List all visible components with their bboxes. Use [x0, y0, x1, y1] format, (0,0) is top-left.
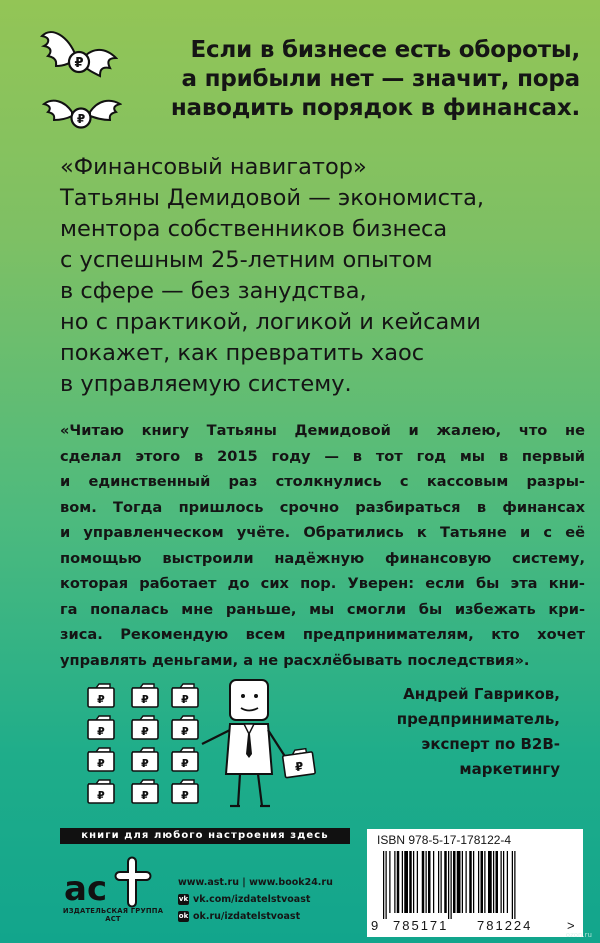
quote-line: вом. Тогда пришлось срочно разбираться в финансах	[60, 498, 585, 516]
headline-line: Если в бизнесе есть обороты,	[190, 37, 580, 63]
barcode-bars	[383, 851, 567, 919]
author-line: Андрей Гавриков,	[403, 685, 560, 703]
barcode-bar	[397, 851, 400, 913]
barcode-bar	[496, 851, 499, 913]
barcode-bar	[404, 851, 408, 913]
publisher-tagline: книги для любого настроения здесь	[60, 828, 350, 844]
office-man-with-folders-illustration	[80, 678, 340, 808]
barcode-bar	[413, 851, 414, 913]
barcode-bar	[481, 851, 484, 913]
description-line: «Финансовый навигатор»	[60, 154, 367, 180]
barcode-digit-first: 9	[371, 918, 379, 933]
barcode-bar	[426, 851, 427, 913]
publisher-links	[178, 874, 333, 925]
barcode-bar	[478, 851, 479, 913]
watermark: ozon.ru	[565, 931, 592, 939]
website-link[interactable]: www.ast.ru | www.book24.ru	[178, 877, 333, 888]
isbn-number: ISBN 978-5-17-178122-4	[377, 833, 512, 847]
description-line: ментора собственников бизнеса	[60, 216, 448, 242]
barcode-bar	[417, 851, 418, 913]
quote-line: и единственный раз столкнулись с кассовым разры-	[60, 473, 585, 490]
barcode-bar	[451, 851, 452, 919]
barcode-bar	[503, 851, 504, 913]
barcode-bar	[433, 851, 434, 913]
barcode-bar	[469, 851, 472, 913]
barcode-bar	[422, 851, 425, 913]
description-line: с успешным 25-летним опытом	[60, 247, 433, 273]
headline-line: наводить порядок в финансах.	[170, 95, 580, 121]
svg-text:₽: ₽	[294, 759, 305, 775]
barcode-bar	[448, 851, 449, 919]
barcode-bar	[394, 851, 395, 913]
author-line: маркетингу	[459, 760, 560, 778]
vk-link[interactable]: vk vk.com/izdatelstvoast	[178, 894, 311, 905]
book-description	[60, 152, 580, 400]
headline-line: а прибыли нет — значит, пора	[181, 66, 580, 92]
ok-icon: ok	[178, 912, 189, 920]
quote-line: сделал этого в 2015 году — в тот год мы в первый	[60, 447, 585, 465]
quote-line: помощью выстроили надёжную финансовую систему,	[60, 549, 585, 567]
barcode-digits-left: 785171	[393, 918, 449, 933]
description-line: но с практикой, логикой и кейсами	[60, 309, 481, 335]
barcode-digits-right: 781224	[477, 918, 533, 933]
quote-line: зиса. Рекомендую всем предпринимателям, кто хочет	[60, 626, 585, 643]
author-line: эксперт по B2B-	[421, 735, 560, 753]
barcode-bar	[473, 851, 474, 913]
quote-line: управлять деньгами, а не расхлёбывать последствия».	[60, 651, 530, 669]
description-line: Татьяны Демидовой — экономиста,	[60, 185, 485, 211]
barcode-bar	[383, 851, 384, 919]
barcode-bar	[462, 851, 463, 913]
barcode-bar	[453, 851, 456, 913]
author-line: предприниматель,	[396, 710, 560, 728]
svg-text:₽: ₽	[74, 56, 84, 71]
barcode-bar	[441, 851, 442, 913]
quote-line: «Читаю книгу Татьяны Демидовой и жалею, что не	[60, 422, 585, 439]
barcode-bar	[402, 851, 403, 913]
winged-ruble-coin-icon	[38, 28, 118, 84]
barcode-bar	[386, 851, 387, 919]
barcode-bar	[493, 851, 494, 913]
barcode-bar	[507, 851, 508, 913]
barcode-bar	[484, 851, 485, 913]
publisher-caption: ИЗДАТЕЛЬСКАЯ ГРУППА АСТ	[62, 907, 164, 923]
barcode-bar	[438, 851, 439, 913]
description-line: в управляемую систему.	[60, 371, 352, 397]
barcode-bar	[466, 851, 467, 913]
vk-icon: vk	[178, 895, 189, 903]
barcode-bar	[488, 851, 492, 913]
headline	[140, 36, 580, 123]
barcode-bar	[409, 851, 412, 913]
winged-ruble-coin-icon-2	[42, 92, 122, 136]
testimonial-quote	[60, 418, 585, 673]
barcode-bar	[389, 851, 390, 913]
barcode-arrow: >	[567, 918, 575, 933]
quote-line: которая работает до сих пор. Уверен: если бы эта кни-	[60, 575, 585, 592]
barcode-bar	[514, 851, 515, 919]
svg-text:ас: ас	[64, 869, 108, 908]
ast-publisher-logo	[62, 852, 162, 908]
quote-line: га попалась мне раньше, мы смогли бы избежать кри-	[60, 600, 585, 618]
isbn-barcode	[367, 829, 583, 937]
testimonial-author	[320, 682, 560, 782]
barcode-bar	[444, 851, 447, 913]
svg-text:₽: ₽	[76, 112, 86, 126]
description-line: покажет, как превратить хаос	[60, 340, 425, 366]
description-line: в сфере — без занудства,	[60, 278, 367, 304]
barcode-bar	[501, 851, 502, 913]
ok-link[interactable]: ok ok.ru/izdatelstvoast	[178, 911, 301, 922]
barcode-bar	[512, 851, 513, 919]
barcode-bar	[428, 851, 431, 913]
quote-line: и управленческом учёте. Обратились к Татьяне и с её	[60, 524, 585, 541]
barcode-bar	[457, 851, 461, 913]
